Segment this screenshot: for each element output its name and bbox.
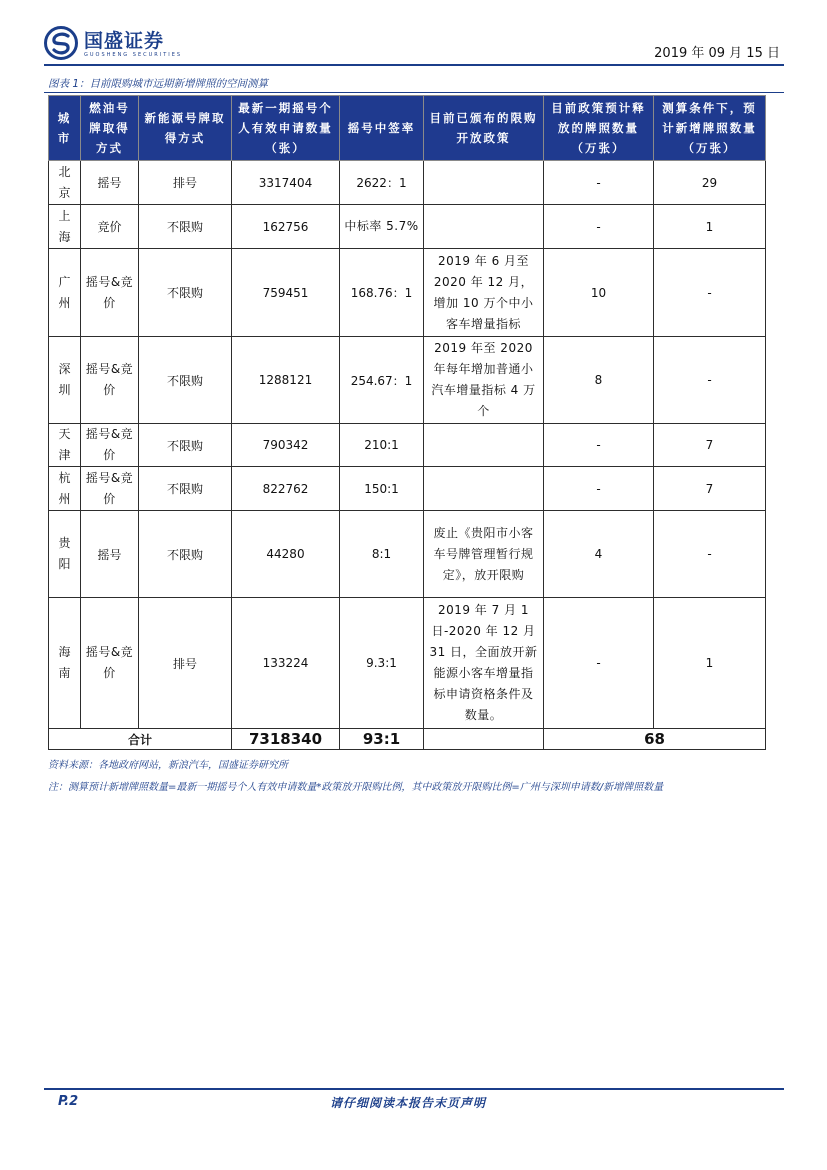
policy-cell	[424, 424, 544, 467]
ev-method-cell: 排号	[139, 598, 232, 729]
calculated-new-cell: 1	[654, 598, 766, 729]
policy-cell	[424, 205, 544, 249]
table-row	[49, 598, 766, 729]
estimated-release-cell: -	[544, 161, 654, 205]
total-label: 合计	[49, 729, 232, 750]
header-cell: 目前政策预计释放的牌照数量（万张）	[544, 96, 654, 161]
header-cell: 摇号中签率	[340, 96, 424, 161]
brand-name: 国盛证券	[84, 30, 165, 52]
footer-disclaimer: 请仔细阅读本报告末页声明	[330, 1096, 487, 1110]
table-row	[49, 205, 766, 249]
city-cell: 上海	[49, 205, 81, 249]
policy-cell	[424, 467, 544, 511]
total-policy-cell	[424, 729, 544, 750]
estimated-release-cell: -	[544, 205, 654, 249]
applications-cell: 162756	[232, 205, 340, 249]
total-win-rate: 93:1	[340, 729, 424, 750]
license-space-table	[48, 95, 766, 750]
applications-cell: 1288121	[232, 337, 340, 424]
header-divider	[44, 64, 784, 66]
figure-caption: 图表 1：目前限购城市远期新增牌照的空间测算	[48, 78, 269, 90]
ev-method-cell: 排号	[139, 161, 232, 205]
guosheng-logo-icon	[44, 26, 78, 60]
source-note: 资料来源：各地政府网站，新浪汽车，国盛证券研究所	[48, 760, 288, 771]
applications-cell: 759451	[232, 249, 340, 337]
estimated-release-cell: -	[544, 598, 654, 729]
header-cell: 最新一期摇号个人有效申请数量（张）	[232, 96, 340, 161]
fuel-method-cell: 摇号&竞价	[81, 424, 139, 467]
table-row	[49, 249, 766, 337]
calculated-new-cell: 29	[654, 161, 766, 205]
fuel-method-cell: 竞价	[81, 205, 139, 249]
estimated-release-cell: -	[544, 424, 654, 467]
ev-method-cell: 不限购	[139, 424, 232, 467]
total-row	[49, 729, 766, 750]
header-cell: 新能源号牌取得方式	[139, 96, 232, 161]
estimated-release-cell: -	[544, 467, 654, 511]
city-cell: 深圳	[49, 337, 81, 424]
table-row	[49, 511, 766, 598]
brand-subtitle: GUOSHENG SECURITIES	[84, 52, 183, 58]
table-row	[49, 161, 766, 205]
total-new-licenses: 68	[544, 729, 766, 750]
table-row	[49, 467, 766, 511]
caption-divider	[44, 92, 784, 93]
table-header-row	[49, 96, 766, 161]
applications-cell: 3317404	[232, 161, 340, 205]
fuel-method-cell: 摇号&竞价	[81, 598, 139, 729]
ev-method-cell: 不限购	[139, 467, 232, 511]
applications-cell: 133224	[232, 598, 340, 729]
applications-cell: 790342	[232, 424, 340, 467]
policy-cell: 2019 年 6 月至 2020 年 12 月，增加 10 万个中小客车增量指标	[424, 249, 544, 337]
city-cell: 天津	[49, 424, 81, 467]
table-row	[49, 337, 766, 424]
ev-method-cell: 不限购	[139, 337, 232, 424]
win-rate-cell: 中标率 5.7%	[340, 205, 424, 249]
policy-cell: 2019 年至 2020 年每年增加普通小汽车增量指标 4 万个	[424, 337, 544, 424]
city-cell: 北京	[49, 161, 81, 205]
policy-cell	[424, 161, 544, 205]
calculated-new-cell: 7	[654, 467, 766, 511]
ev-method-cell: 不限购	[139, 205, 232, 249]
table-row	[49, 424, 766, 467]
calculated-new-cell: -	[654, 511, 766, 598]
header-cell: 测算条件下，预计新增牌照数量（万张）	[654, 96, 766, 161]
estimated-release-cell: 10	[544, 249, 654, 337]
total-applications: 7318340	[232, 729, 340, 750]
estimated-release-cell: 4	[544, 511, 654, 598]
policy-cell: 废止《贵阳市小客车号牌管理暂行规定》，放开限购	[424, 511, 544, 598]
applications-cell: 44280	[232, 511, 340, 598]
calculated-new-cell: 7	[654, 424, 766, 467]
applications-cell: 822762	[232, 467, 340, 511]
header-cell: 目前已颁布的限购开放政策	[424, 96, 544, 161]
calculated-new-cell: -	[654, 249, 766, 337]
win-rate-cell: 9.3:1	[340, 598, 424, 729]
estimated-release-cell: 8	[544, 337, 654, 424]
calculated-new-cell: 1	[654, 205, 766, 249]
header-cell: 燃油号牌取得方式	[81, 96, 139, 161]
fuel-method-cell: 摇号	[81, 511, 139, 598]
win-rate-cell: 2622：1	[340, 161, 424, 205]
policy-cell: 2019 年 7 月 1 日-2020 年 12 月 31 日，全面放开新能源小客车增量指标申请资格条件及数量。	[424, 598, 544, 729]
page-number: P.2	[58, 1094, 79, 1109]
fuel-method-cell: 摇号	[81, 161, 139, 205]
page-header	[44, 22, 784, 66]
win-rate-cell: 150:1	[340, 467, 424, 511]
fuel-method-cell: 摇号&竞价	[81, 467, 139, 511]
city-cell: 贵阳	[49, 511, 81, 598]
city-cell: 杭州	[49, 467, 81, 511]
win-rate-cell: 8:1	[340, 511, 424, 598]
city-cell: 广州	[49, 249, 81, 337]
fuel-method-cell: 摇号&竞价	[81, 249, 139, 337]
report-date: 2019 年 09 月 15 日	[654, 46, 780, 61]
calculation-note: 注：测算预计新增牌照数量=最新一期摇号个人有效申请数量*政策放开限购比例，其中政策放开限购比例=广州与深圳申请数/新增牌照数量	[48, 782, 664, 793]
ev-method-cell: 不限购	[139, 511, 232, 598]
fuel-method-cell: 摇号&竞价	[81, 337, 139, 424]
calculated-new-cell: -	[654, 337, 766, 424]
win-rate-cell: 254.67：1	[340, 337, 424, 424]
city-cell: 海南	[49, 598, 81, 729]
win-rate-cell: 168.76：1	[340, 249, 424, 337]
ev-method-cell: 不限购	[139, 249, 232, 337]
win-rate-cell: 210:1	[340, 424, 424, 467]
footer-divider	[44, 1088, 784, 1090]
header-cell: 城市	[49, 96, 81, 161]
